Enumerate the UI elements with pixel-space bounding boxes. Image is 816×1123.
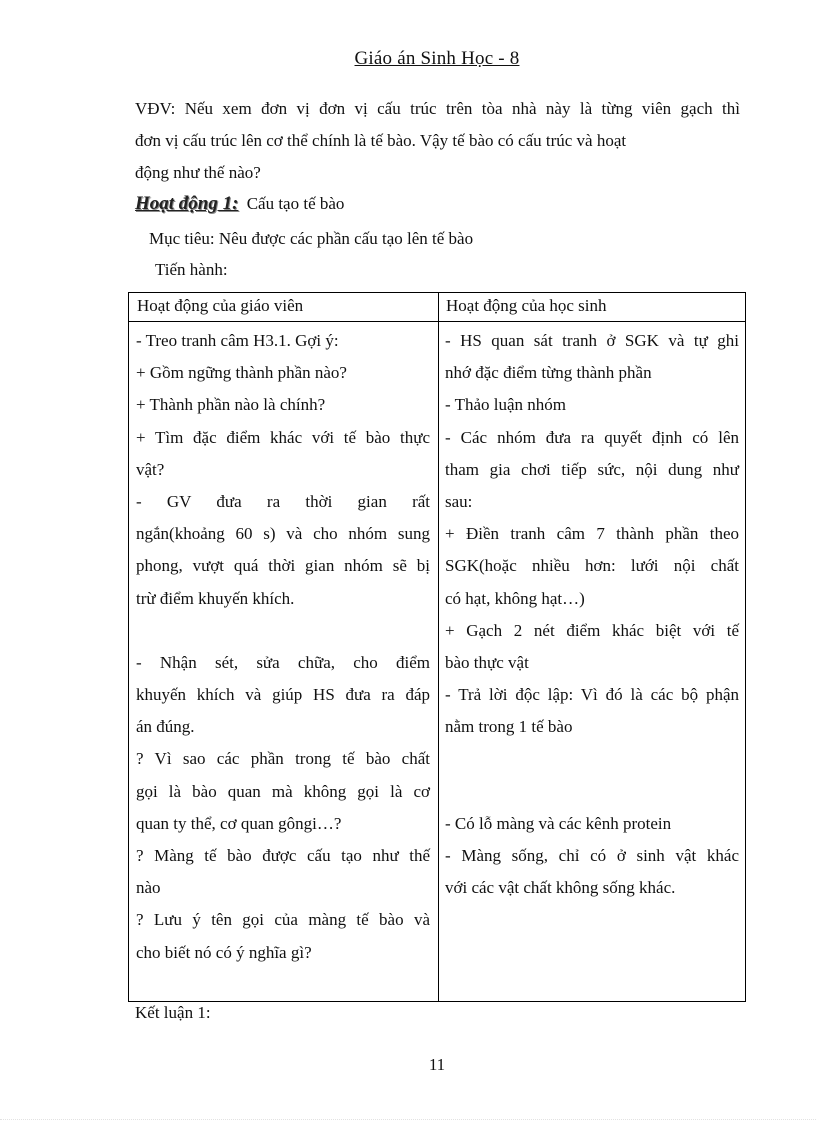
student-line: - Có lỗ màng và các kênh protein bbox=[445, 813, 672, 833]
student-line: sau: bbox=[445, 491, 473, 511]
student-line: có hạt, không hạt…) bbox=[445, 588, 585, 608]
conclusion-label: Kết luận 1: bbox=[135, 1003, 211, 1022]
teacher-line: khuyến khích và giúp HS đưa ra đáp bbox=[136, 685, 430, 705]
student-line bbox=[445, 743, 739, 775]
student-line: - Thảo luận nhóm bbox=[445, 395, 567, 415]
student-activity-cell bbox=[445, 325, 739, 904]
page-number: 11 bbox=[428, 1055, 446, 1074]
teacher-line: + Gồm ngững thành phần nào? bbox=[136, 363, 347, 383]
teacher-line: - Treo tranh câm H3.1. Gợi ý: bbox=[136, 331, 339, 350]
procedure-label: Tiến hành: bbox=[155, 260, 228, 279]
teacher-line: ? Màng tế bào được cấu tạo như thế bbox=[136, 846, 430, 865]
intro-line: VĐV: Nếu xem đơn vị đơn vị cấu trúc trên tòa nhà này là từng viên gạch thì bbox=[135, 99, 740, 118]
table-header-divider bbox=[129, 321, 745, 322]
teacher-line: + Tìm đặc điểm khác với tế bào thực bbox=[136, 427, 430, 447]
student-line: nhớ đặc điểm từng thành phần bbox=[445, 363, 652, 383]
activity-title: Cấu tạo tế bào bbox=[246, 194, 345, 213]
header-student-activity: Hoạt động của học sinh bbox=[446, 296, 607, 315]
student-line: - Trả lời độc lập: Vì đó là các bộ phận bbox=[445, 685, 739, 705]
teacher-line: ? Lưu ý tên gọi của màng tế bào và bbox=[136, 910, 430, 930]
teacher-line: - Nhận sét, sửa chữa, cho điểm bbox=[136, 652, 430, 672]
student-line: - Các nhóm đưa ra quyết định có lên bbox=[445, 427, 739, 447]
student-line: nằm trong 1 tế bào bbox=[445, 717, 573, 737]
teacher-line: cho biết nó có ý nghĩa gì? bbox=[136, 942, 312, 962]
activity-label: Hoạt động 1: bbox=[135, 193, 239, 214]
teacher-line: án đúng. bbox=[136, 717, 195, 737]
intro-line: đơn vị cấu trúc lên cơ thể chính là tế bào. Vậy tế bào có cấu trúc và hoạt bbox=[135, 131, 627, 150]
teacher-line: nào bbox=[136, 878, 161, 898]
teacher-line: ngắn(khoảng 60 s) và cho nhóm sung bbox=[136, 524, 430, 544]
table-column-divider bbox=[438, 293, 439, 1001]
activity-heading bbox=[135, 193, 344, 215]
teacher-line: trừ điểm khuyến khích. bbox=[136, 588, 295, 608]
teacher-line: vật? bbox=[136, 459, 165, 479]
student-line: bào thực vật bbox=[445, 652, 529, 672]
lesson-table bbox=[128, 292, 746, 1002]
teacher-line: phong, vượt quá thời gian nhóm sẽ bị bbox=[136, 556, 430, 576]
teacher-line: + Thành phần nào là chính? bbox=[136, 395, 326, 415]
student-line: tham gia chơi tiếp sức, nội dung như bbox=[445, 459, 739, 479]
student-line: + Gạch 2 nét điểm khác biệt với tế bbox=[445, 620, 739, 640]
intro-line: động như thế nào? bbox=[135, 163, 261, 182]
student-line: SGK(hoặc nhiều hơn: lưới nội chất bbox=[445, 556, 739, 576]
page-title: Giáo án Sinh Học - 8 bbox=[354, 48, 520, 69]
objective-text: Mục tiêu: Nêu được các phần cấu tạo lên tế bào bbox=[149, 229, 474, 248]
intro-paragraph bbox=[135, 93, 740, 189]
teacher-line bbox=[136, 615, 430, 647]
header-teacher-activity: Hoạt động của giáo viên bbox=[137, 296, 304, 315]
student-line bbox=[445, 776, 739, 808]
page-bottom-rule bbox=[0, 1119, 816, 1120]
teacher-line: quan ty thể, cơ quan gôngi…? bbox=[136, 813, 342, 833]
student-line: với các vật chất không sống khác. bbox=[445, 878, 676, 898]
student-line: + Điền tranh câm 7 thành phần theo bbox=[445, 524, 739, 544]
teacher-activity-cell bbox=[136, 325, 430, 969]
student-line: - HS quan sát tranh ở SGK và tự ghi bbox=[445, 331, 739, 350]
student-line: - Màng sống, chỉ có ở sinh vật khác bbox=[445, 846, 739, 865]
teacher-line: ? Vì sao các phần trong tế bào chất bbox=[136, 749, 430, 769]
teacher-line: - GV đưa ra thời gian rất bbox=[136, 491, 430, 511]
teacher-line: gọi là bào quan mà không gọi là cơ bbox=[136, 781, 430, 801]
